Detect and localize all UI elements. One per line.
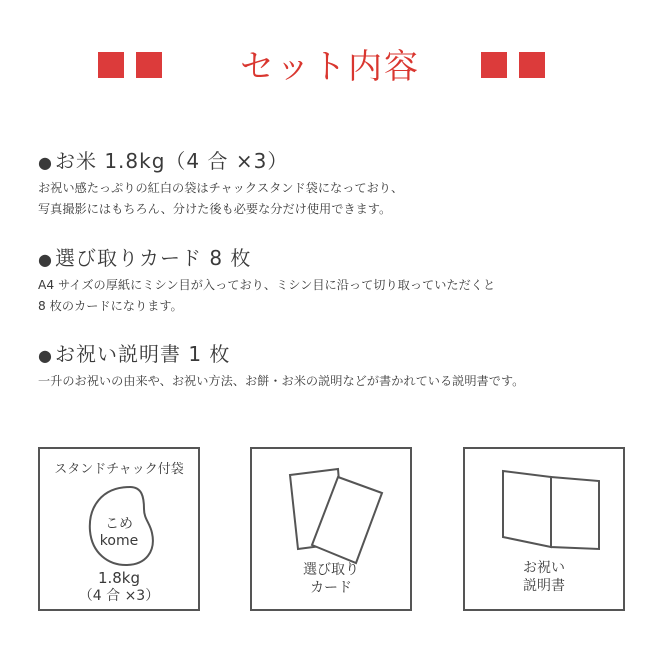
manual-caption-line2: 説明書: [523, 578, 565, 594]
bullet-icon: ●: [38, 250, 53, 269]
rice-weight: 1.8kg: [97, 569, 141, 587]
cards-caption-line1: 選び取り: [303, 562, 359, 578]
description-line: 8 枚のカードになります。: [38, 299, 183, 313]
bag-type-label: スタンドチャック付袋: [54, 462, 184, 477]
section-title-text: お祝い説明書 1 枚: [54, 342, 231, 366]
section-title-text: 選び取りカード 8 枚: [54, 246, 252, 270]
description-line: A4 サイズの厚紙にミシン目が入っており、ミシン目に沿って切り取っていただくと: [38, 278, 496, 292]
section-title: [38, 148, 638, 176]
rice-bag-box: [38, 447, 200, 611]
section-cards: [38, 245, 638, 317]
section-description: [38, 275, 638, 317]
cards-box: [250, 447, 412, 611]
description-line: 一升のお祝いの由来や、お祝い方法、お餅・お米の説明などが書かれている説明書です。: [38, 374, 525, 388]
section-description: [38, 178, 638, 220]
bullet-icon: ●: [38, 346, 53, 365]
red-square-icon: [519, 52, 545, 78]
rice-quantity: （4 合 ×3）: [78, 588, 160, 604]
section-manual: [38, 341, 638, 392]
bag-label-romaji: kome: [99, 533, 139, 549]
section-title: [38, 245, 638, 273]
description-line: 写真撮影にはもちろん、分けた後も必要な分だけ使用できます。: [38, 202, 392, 216]
bag-label-kana: こめ: [105, 516, 133, 532]
manual-box: [463, 447, 625, 611]
section-description: [38, 371, 638, 392]
header: [0, 40, 660, 96]
description-line: お祝い感たっぷりの紅白の袋はチャックスタンド袋になっており、: [38, 181, 404, 195]
section-title-text: お米 1.8kg（4 合 ×3）: [54, 149, 289, 173]
red-square-icon: [481, 52, 507, 78]
page-title: セット内容: [240, 47, 420, 87]
section-title: [38, 341, 638, 369]
cards-caption-line2: カード: [310, 580, 352, 596]
manual-caption-line1: お祝い: [523, 560, 565, 576]
section-rice: [38, 148, 638, 220]
bullet-icon: ●: [38, 153, 53, 172]
